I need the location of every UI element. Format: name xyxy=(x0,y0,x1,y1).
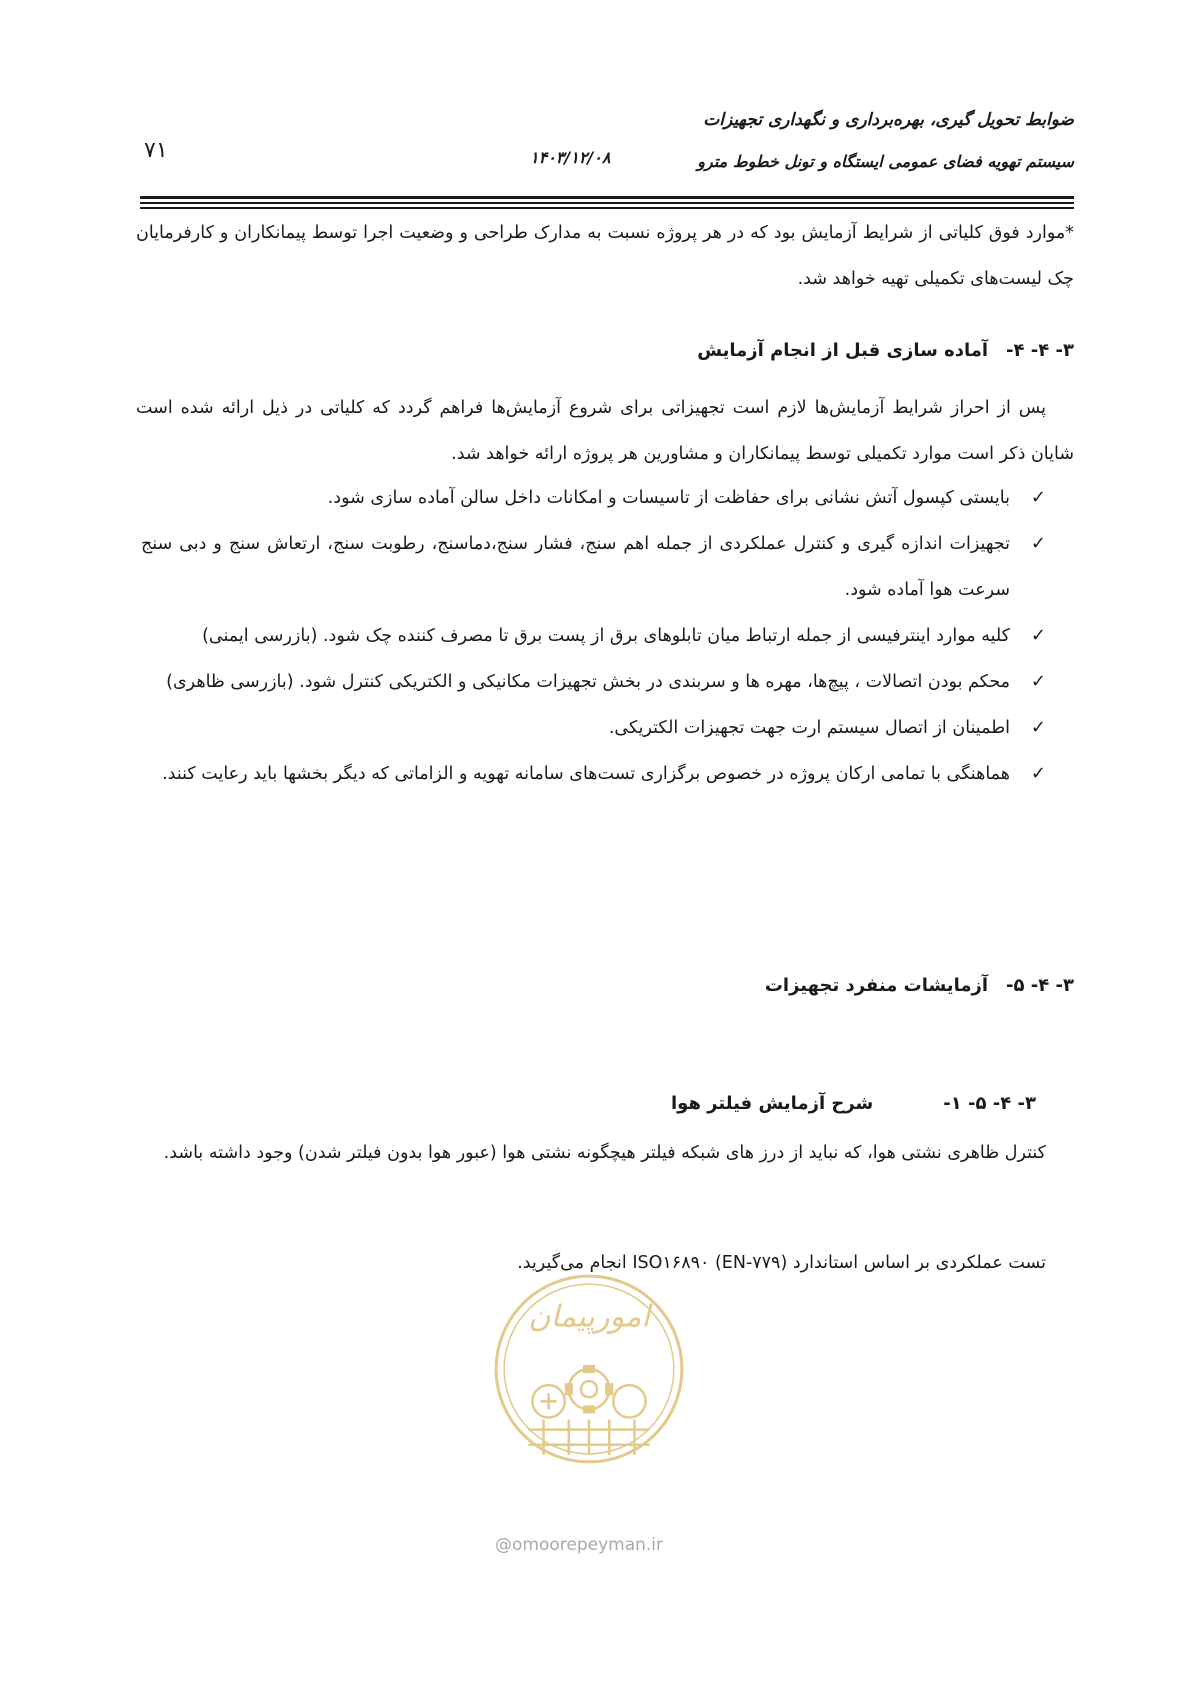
subsection-paragraph: تست عملکردی بر اساس استاندارد (EN-۷۷۹) ISO۱۶۸۹۰ انجام می‌گیرید. xyxy=(517,1253,1046,1273)
section-number: ۳- ۴- ۴- xyxy=(1006,340,1074,361)
checklist-item: ✓ کلیه موارد اینترفیسی از جمله ارتباط میان تابلوهای برق از پست برق تا مصرف کننده چک شود. (بازرسی ایمنی) xyxy=(141,613,1046,659)
section-title: آماده سازی قبل از انجام آزمایش xyxy=(697,340,989,361)
checkmark-icon: ✓ xyxy=(1030,763,1046,784)
watermark-seal-logo xyxy=(488,1268,690,1470)
checkmark-icon: ✓ xyxy=(1030,487,1046,508)
svg-text:امورپیمان: امورپیمان xyxy=(528,1299,650,1335)
subsection-title: شرح آزمایش فیلتر هوا xyxy=(670,1093,874,1114)
header-rule-middle xyxy=(140,202,1074,204)
checkmark-icon: ✓ xyxy=(1030,717,1046,738)
header-rule-bottom xyxy=(140,207,1074,209)
checklist-item: ✓ هماهنگی با تمامی ارکان پروژه در خصوص برگزاری تست‌های سامانه تهویه و الزاماتی که دیگر بخشها باید رعایت کنند. xyxy=(141,751,1046,797)
checklist-item: ✓ محکم بودن اتصالات ، پیچ‌ها، مهره ها و سربندی در بخش تجهیزات مکانیکی و الکتریکی کنترل شود. (بازرسی ظاهری) xyxy=(141,659,1046,705)
section-heading-5 xyxy=(765,975,1074,996)
subsection-paragraph: کنترل ظاهری نشتی هوا، که نباید از درز های شبکه فیلتر هیچگونه نشتی هوا (عبور هوا بدون فیلتر شدن) وجود داشته باشد. xyxy=(163,1143,1046,1163)
checklist-item: ✓ تجهیزات اندازه گیری و کنترل عملکردی از جمله اهم سنج، فشار سنج،دماسنج، رطوبت سنج، ارتعاش سنج و دبی سنج سرعت هوا آماده شود. xyxy=(141,521,1046,613)
checklist xyxy=(141,475,1046,797)
checkmark-icon: ✓ xyxy=(1030,625,1046,646)
section-number: ۳- ۴- ۵- xyxy=(1006,975,1074,996)
page-number: ۷۱ xyxy=(144,138,168,163)
checkmark-icon: ✓ xyxy=(1030,671,1046,692)
intro-note: *موارد فوق کلیاتی از شرایط آزمایش بود که در هر پروژه نسبت به مدارک طراحی و وضعیت اجرا توسط پیمانکاران و کارفرمایان چک لیست‌های تکمیلی تهیه خواهد شد. xyxy=(136,223,1074,289)
subsection-number: ۳- ۴- ۵- ۱- xyxy=(943,1093,1036,1114)
section-intro: پس از احراز شرایط آزمایش‌ها لازم است تجهیزاتی برای شروع آزمایش‌ها فراهم گردد که کلیاتی در ذیل ارائه شده است شایان ذکر است موارد تکمیلی توسط پیمانکاران و مشاورین هر پروژه ارائه خواهد شد. xyxy=(136,398,1074,464)
document-subtitle: سیستم تهویه فضای عمومی ایستگاه و تونل خطوط مترو xyxy=(697,152,1074,171)
watermark-website: @omoorepeyman.ir xyxy=(495,1535,664,1555)
section-heading-4 xyxy=(697,340,1074,361)
checklist-item: ✓ اطمینان از اتصال سیستم ارت جهت تجهیزات الکتریکی. xyxy=(141,705,1046,751)
document-title: ضوابط تحویل گیری، بهره‌برداری و نگهداری تجهیزات xyxy=(703,110,1074,130)
header-rule-top xyxy=(140,196,1074,199)
checkmark-icon: ✓ xyxy=(1030,533,1046,554)
document-date: ۱۴۰۳/۱۲/۰۸ xyxy=(530,148,611,167)
section-title: آزمایشات منفرد تجهیزات xyxy=(764,975,989,996)
subsection-heading xyxy=(671,1093,1036,1114)
checklist-item: ✓ بایستی کپسول آتش نشانی برای حفاظت از تاسیسات و امکانات داخل سالن آماده سازی شود. xyxy=(141,475,1046,521)
